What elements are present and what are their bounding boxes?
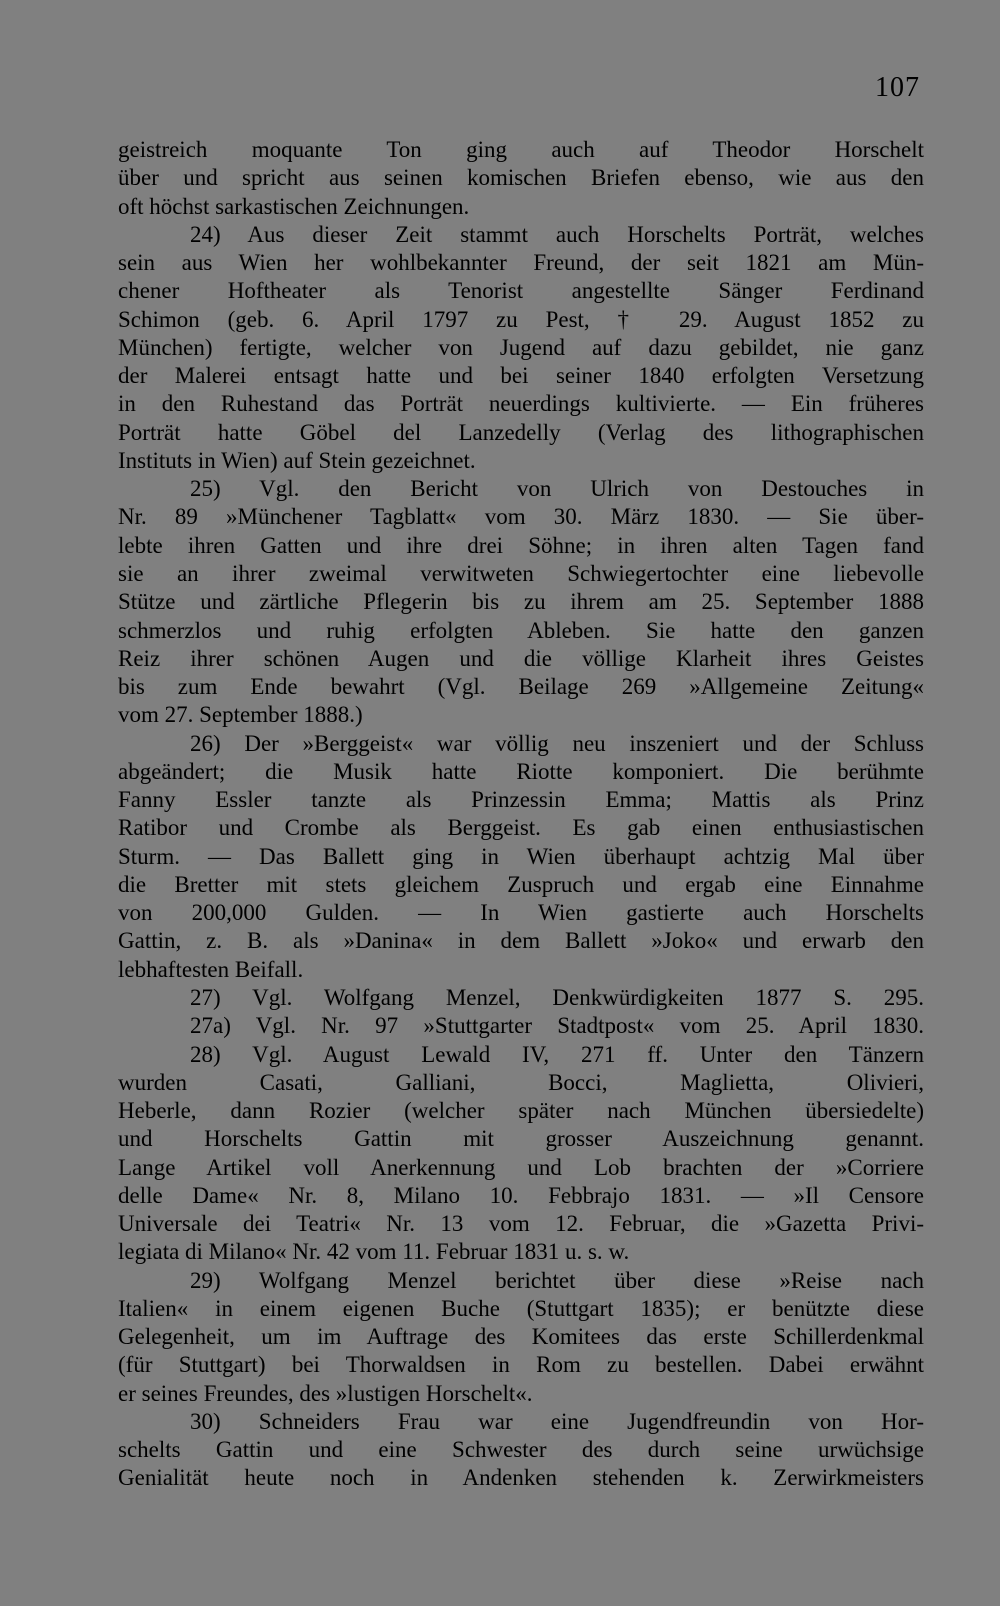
text-line: wurden Casati, Galliani, Bocci, Maglietta, Olivieri, bbox=[118, 1069, 924, 1095]
text-line: in den Ruhestand das Porträt neuerdings kultivierte. — Ein früheres bbox=[118, 391, 924, 417]
footnote-24: 24) Aus dieser Zeit stammt auch Horschelts Porträt, welches bbox=[190, 221, 924, 247]
text-line: lebhaftesten Beifall. bbox=[118, 956, 304, 982]
text-line: oft höchst sarkastischen Zeichnungen. bbox=[118, 193, 470, 219]
text-line: Heberle, dann Rozier (welcher später nach München übersiedelte) bbox=[118, 1098, 924, 1124]
text-line: Sturm. — Das Ballett ging in Wien überhaupt achtzig Mal über bbox=[118, 843, 924, 869]
text-line: Nr. 89 »Münchener Tagblatt« vom 30. März 1830. — Sie über- bbox=[118, 504, 924, 530]
text-line: bis zum Ende bewahrt (Vgl. Beilage 269 »Allgemeine Zeitung« bbox=[118, 674, 924, 700]
text-line: schmerzlos und ruhig erfolgten Ableben. Sie hatte den ganzen bbox=[118, 617, 924, 643]
text-line: München) fertigte, welcher von Jugend auf dazu gebildet, nie ganz bbox=[118, 334, 924, 360]
text-line: geistreich moquante Ton ging auch auf Theodor Horschelt bbox=[118, 137, 924, 162]
text-line: Gattin, z. B. als »Danina« in dem Ballett »Joko« und erwarb den bbox=[118, 928, 924, 954]
page-number: 107 bbox=[875, 72, 920, 103]
text-line: Reiz ihrer schönen Augen und die völlige Klarheit ihres Geistes bbox=[118, 645, 924, 671]
text-line: er seines Freundes, des »lustigen Horschelt«. bbox=[118, 1380, 533, 1406]
text-line: der Malerei entsagt hatte und bei seiner 1840 erfolgten Versetzung bbox=[118, 363, 924, 389]
text-line: legiata di Milano« Nr. 42 vom 11. Februar 1831 u. s. w. bbox=[118, 1239, 630, 1265]
text-line: Schimon (geb. 6. April 1797 zu Pest, † 29. August 1852 zu bbox=[118, 306, 924, 332]
text-line: abgeändert; die Musik hatte Riotte komponiert. Die berühmte bbox=[118, 758, 924, 784]
text-line: (für Stuttgart) bei Thorwaldsen in Rom zu bestellen. Dabei erwähnt bbox=[118, 1352, 924, 1378]
footnote-27a: 27a) Vgl. Nr. 97 »Stuttgarter Stadtpost« vom 25. April 1830. bbox=[190, 1013, 924, 1039]
text-line: lebte ihren Gatten und ihre drei Söhne; in ihren alten Tagen fand bbox=[118, 532, 924, 558]
text-line: Genialität heute noch in Andenken stehenden k. Zerwirkmeisters bbox=[118, 1465, 924, 1491]
footnote-30: 30) Schneiders Frau war eine Jugendfreundin von Hor- bbox=[190, 1408, 924, 1434]
text-line: die Bretter mit stets gleichem Zuspruch und ergab eine Einnahme bbox=[118, 871, 924, 897]
text-line: Fanny Essler tanzte als Prinzessin Emma; Mattis als Prinz bbox=[118, 787, 924, 813]
text-line: Universale dei Teatri« Nr. 13 vom 12. Februar, die »Gazetta Privi- bbox=[118, 1211, 924, 1237]
footnote-text bbox=[118, 136, 924, 1493]
text-line: schelts Gattin und eine Schwester des durch seine urwüchsige bbox=[118, 1437, 924, 1463]
footnote-28: 28) Vgl. August Lewald IV, 271 ff. Unter den Tänzern bbox=[190, 1041, 924, 1067]
footnote-27: 27) Vgl. Wolfgang Menzel, Denkwürdigkeiten 1877 S. 295. bbox=[190, 984, 924, 1010]
footnote-26: 26) Der »Berggeist« war völlig neu inszeniert und der Schluss bbox=[190, 730, 924, 756]
text-line: chener Hoftheater als Tenorist angestellte Sänger Ferdinand bbox=[118, 278, 924, 304]
text-line: vom 27. September 1888.) bbox=[118, 702, 363, 728]
text-line: und Horschelts Gattin mit grosser Auszeichnung genannt. bbox=[118, 1126, 924, 1152]
text-line: Stütze und zärtliche Pflegerin bis zu ihrem am 25. September 1888 bbox=[118, 589, 924, 615]
text-line: delle Dame« Nr. 8, Milano 10. Febbrajo 1831. — »Il Censore bbox=[118, 1182, 924, 1208]
text-line: Ratibor und Crombe als Berggeist. Es gab einen enthusiastischen bbox=[118, 815, 924, 841]
text-line: sein aus Wien her wohlbekannter Freund, der seit 1821 am Mün- bbox=[118, 250, 924, 276]
text-line: über und spricht aus seinen komischen Briefen ebenso, wie aus den bbox=[118, 165, 924, 191]
text-line: Lange Artikel voll Anerkennung und Lob brachten der »Corriere bbox=[118, 1154, 924, 1180]
footnote-25: 25) Vgl. den Bericht von Ulrich von Destouches in bbox=[190, 476, 924, 502]
text-line: sie an ihrer zweimal verwitweten Schwiegertochter eine liebevolle bbox=[118, 560, 924, 586]
text-line: Instituts in Wien) auf Stein gezeichnet. bbox=[118, 447, 476, 473]
text-line: Gelegenheit, um im Auftrage des Komitees das erste Schillerdenkmal bbox=[118, 1324, 924, 1350]
text-line: Porträt hatte Göbel del Lanzedelly (Verlag des lithographischen bbox=[118, 419, 924, 445]
text-line: von 200,000 Gulden. — In Wien gastierte auch Horschelts bbox=[118, 900, 924, 926]
text-line: Italien« in einem eigenen Buche (Stuttgart 1835); er benützte diese bbox=[118, 1295, 924, 1321]
footnote-29: 29) Wolfgang Menzel berichtet über diese »Reise nach bbox=[190, 1267, 924, 1293]
